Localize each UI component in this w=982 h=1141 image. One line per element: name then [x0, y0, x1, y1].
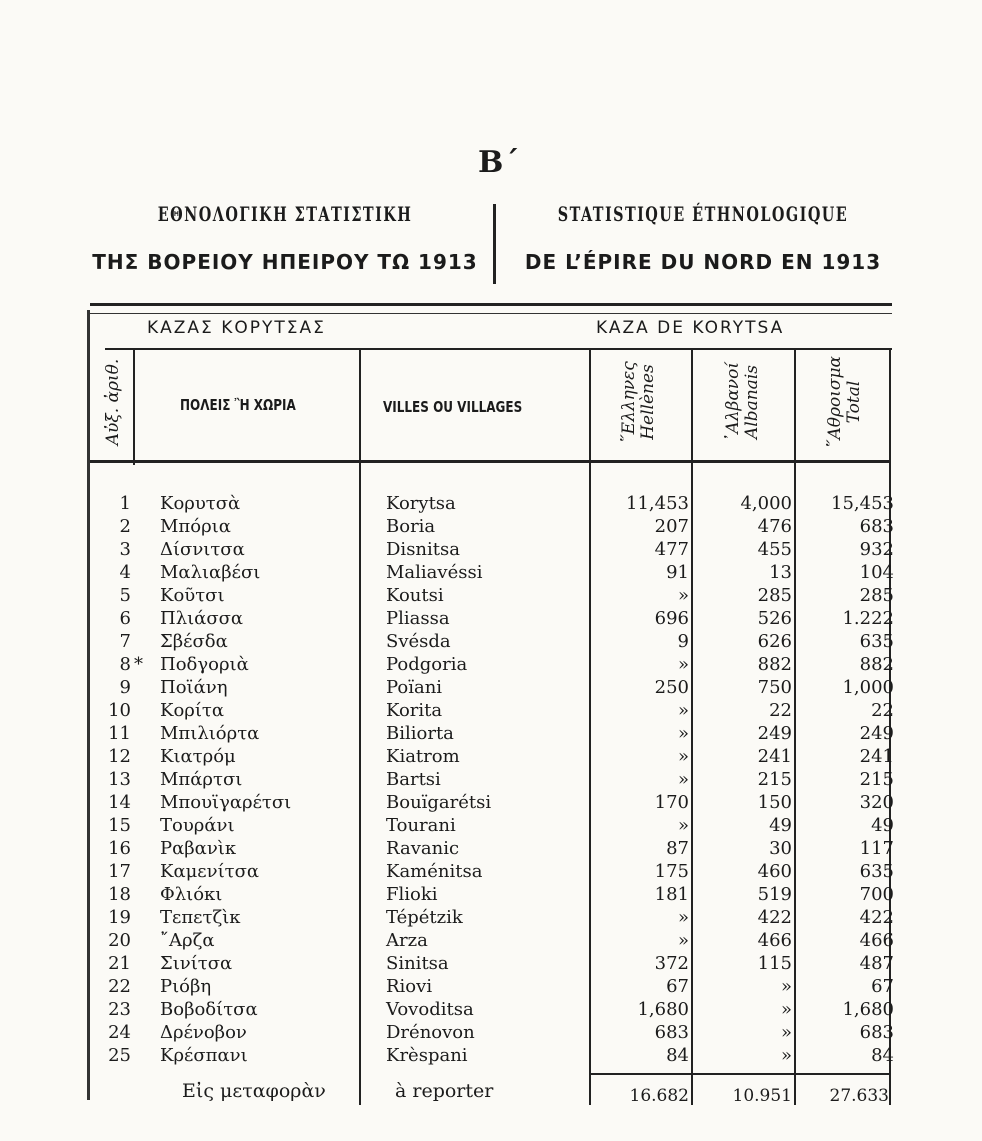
place-greek: Κιατρόμ	[160, 746, 236, 767]
place-greek: Ποδγοριὰ	[160, 654, 249, 675]
table-row	[0, 722, 982, 745]
title-divider	[493, 204, 496, 284]
place-french: Korytsa	[386, 493, 456, 514]
place-french: Korita	[386, 700, 443, 721]
table-row	[0, 952, 982, 975]
row-number: 14	[108, 792, 131, 813]
hellenes-count: 696	[654, 608, 689, 629]
total-count: 422	[859, 907, 894, 928]
place-french: Maliavéssi	[386, 562, 483, 583]
row-marker: *	[134, 654, 143, 675]
french-title-line2: DE L’ÉPIRE DU NORD EN 1913	[524, 250, 882, 274]
place-french: Tourani	[386, 815, 456, 836]
hellenes-count: »	[677, 585, 689, 606]
place-greek: Βοβοδίτσα	[160, 999, 258, 1020]
total-count: 285	[859, 585, 894, 606]
table-row	[0, 745, 982, 768]
total-count: 487	[859, 953, 894, 974]
hellenes-count: 1,680	[637, 999, 689, 1020]
row-number: 4	[119, 562, 131, 583]
total-count: 49	[871, 815, 894, 836]
total-count: 15,453	[831, 493, 894, 514]
total-count: 882	[859, 654, 894, 675]
hellenes-count: 91	[666, 562, 689, 583]
header-places-french: VILLES OU VILLAGES	[383, 398, 523, 416]
hellenes-count: »	[677, 930, 689, 951]
row-number: 25	[108, 1045, 131, 1066]
hellenes-count: 9	[677, 631, 689, 652]
hellenes-count: 207	[654, 516, 689, 537]
row-number: 17	[108, 861, 131, 882]
header-hellenes-greek: ῞Ελληνες	[619, 361, 639, 443]
place-french: Pliassa	[386, 608, 450, 629]
table-row	[0, 584, 982, 607]
place-french: Drénovon	[386, 1022, 475, 1043]
hellenes-count: 87	[666, 838, 689, 859]
hellenes-count: 11,453	[626, 493, 689, 514]
header-hellenes-french: Hellènes	[638, 364, 658, 440]
place-greek: Τεπετζὶκ	[160, 907, 241, 928]
total-count: 683	[859, 1022, 894, 1043]
place-greek: Φλιόκι	[160, 884, 223, 905]
row-number: 19	[108, 907, 131, 928]
place-french: Sinitsa	[386, 953, 449, 974]
place-french: Koutsi	[386, 585, 444, 606]
header-number-label: Αὐξ. ἀριθ.	[103, 358, 123, 446]
table-row	[0, 883, 982, 906]
hellenes-count: 67	[666, 976, 689, 997]
hellenes-count: 175	[654, 861, 689, 882]
total-count: 67	[871, 976, 894, 997]
place-greek: Σβέσδα	[160, 631, 228, 652]
table-row	[0, 699, 982, 722]
row-number: 15	[108, 815, 131, 836]
kaza-french: KAZA DE KORYTSA	[596, 318, 785, 338]
place-french: Boria	[386, 516, 436, 537]
french-title-line1: STATISTIQUE ÉTHNOLOGIQUE	[557, 202, 849, 226]
hellenes-count: »	[677, 815, 689, 836]
albanais-count: »	[780, 1022, 792, 1043]
title-block	[80, 198, 910, 288]
row-number: 13	[108, 769, 131, 790]
header-places-greek: ΠΟΛΕΙΣ Ἢ ΧΩΡΙΑ	[180, 396, 296, 414]
hellenes-count: 170	[654, 792, 689, 813]
hellenes-count: »	[677, 700, 689, 721]
header-total-greek: ῞Αθροισμα	[825, 355, 845, 449]
table-row	[0, 538, 982, 561]
hellenes-count: 84	[666, 1045, 689, 1066]
place-french: Riovi	[386, 976, 433, 997]
total-count: 466	[859, 930, 894, 951]
hellenes-count: 250	[654, 677, 689, 698]
carry-forward-albanais: 10.951	[732, 1086, 792, 1106]
header-albanais	[724, 352, 762, 452]
row-number: 18	[108, 884, 131, 905]
row-number: 11	[108, 723, 131, 744]
place-greek: Καμενίτσα	[160, 861, 260, 882]
albanais-count: 49	[769, 815, 792, 836]
albanais-count: 249	[757, 723, 792, 744]
place-french: Arza	[386, 930, 428, 951]
total-count: 1,000	[842, 677, 894, 698]
albanais-count: 115	[757, 953, 792, 974]
header-albanais-greek: ᾿Αλβανοί	[723, 361, 743, 443]
col-separator-number	[133, 350, 135, 465]
total-count: 700	[859, 884, 894, 905]
place-greek: Μαλιαβέσι	[160, 562, 261, 583]
albanais-count: 13	[769, 562, 792, 583]
albanais-count: »	[780, 1045, 792, 1066]
place-greek: ῎Αρζα	[160, 930, 215, 951]
place-french: Tépétzik	[386, 907, 463, 928]
albanais-count: 476	[757, 516, 792, 537]
hellenes-count: »	[677, 723, 689, 744]
place-greek: Μπάρτσι	[160, 769, 243, 790]
row-number: 2	[119, 516, 131, 537]
place-greek: Κρέσπανι	[160, 1045, 248, 1066]
place-greek: Μπουϊγαρέτσι	[160, 792, 292, 813]
place-french: Biliorta	[386, 723, 454, 744]
kaza-greek: ΚΑΖΑΣ ΚΟΡΥΤΣΑΣ	[147, 318, 326, 338]
hellenes-count: 683	[654, 1022, 689, 1043]
total-count: 635	[859, 861, 894, 882]
row-number: 7	[119, 631, 131, 652]
total-count: 104	[859, 562, 894, 583]
place-french: Kiatrom	[386, 746, 460, 767]
total-count: 84	[871, 1045, 894, 1066]
place-french: Poïani	[386, 677, 443, 698]
albanais-count: 466	[757, 930, 792, 951]
header-total	[826, 352, 864, 452]
table-row	[0, 975, 982, 998]
row-number: 6	[119, 608, 131, 629]
hellenes-count: 477	[654, 539, 689, 560]
row-number: 1	[119, 493, 131, 514]
table-row	[0, 653, 982, 676]
albanais-count: 4,000	[740, 493, 792, 514]
place-greek: Ριόβη	[160, 976, 212, 997]
place-french: Svésda	[386, 631, 451, 652]
total-count: 241	[859, 746, 894, 767]
place-greek: Κορυτσὰ	[160, 493, 241, 514]
table-row	[0, 561, 982, 584]
total-count: 1.222	[842, 608, 894, 629]
row-number: 8	[119, 654, 131, 675]
place-french: Krèspani	[386, 1045, 468, 1066]
hellenes-count: »	[677, 907, 689, 928]
hellenes-count: 181	[654, 884, 689, 905]
table-row	[0, 1044, 982, 1067]
row-number: 23	[108, 999, 131, 1020]
hellenes-count: »	[677, 654, 689, 675]
place-greek: Ραβανὶκ	[160, 838, 237, 859]
albanais-count: 750	[757, 677, 792, 698]
hellenes-count: »	[677, 769, 689, 790]
total-count: 1,680	[842, 999, 894, 1020]
table-row	[0, 929, 982, 952]
hellenes-count: 372	[654, 953, 689, 974]
total-count: 683	[859, 516, 894, 537]
table-row	[0, 768, 982, 791]
place-greek: Τουράνι	[160, 815, 235, 836]
place-greek: Μπόρια	[160, 516, 231, 537]
header-hellenes	[620, 352, 658, 452]
table-row	[0, 676, 982, 699]
table-row	[0, 607, 982, 630]
table-row	[0, 837, 982, 860]
table-top-rule	[90, 313, 892, 314]
albanais-count: 150	[757, 792, 792, 813]
place-greek: Μπιλιόρτα	[160, 723, 260, 744]
row-number: 3	[119, 539, 131, 560]
table-row	[0, 630, 982, 653]
place-greek: Ποϊάνη	[160, 677, 228, 698]
table-row	[0, 860, 982, 883]
albanais-count: 30	[769, 838, 792, 859]
table-row	[0, 814, 982, 837]
place-greek: Δίσνιτσα	[160, 539, 245, 560]
row-number: 9	[119, 677, 131, 698]
row-number: 20	[108, 930, 131, 951]
greek-title-line1: ΕΘΝΟΛΟΓΙΚΗ ΣΤΑΤΙΣΤΙΚΗ	[157, 202, 413, 226]
albanais-count: 626	[757, 631, 792, 652]
place-french: Podgoria	[386, 654, 468, 675]
place-french: Ravanic	[386, 838, 460, 859]
albanais-count: 460	[757, 861, 792, 882]
place-greek: Δρένοβον	[160, 1022, 247, 1043]
greek-title	[80, 198, 490, 274]
albanais-count: 422	[757, 907, 792, 928]
table-row	[0, 791, 982, 814]
place-french: Flioki	[386, 884, 438, 905]
place-greek: Πλιάσσα	[160, 608, 244, 629]
row-number: 12	[108, 746, 131, 767]
table-row	[0, 515, 982, 538]
place-french: Kaménitsa	[386, 861, 483, 882]
header-number	[104, 352, 123, 452]
place-greek: Κορίτα	[160, 700, 225, 721]
albanais-count: 215	[757, 769, 792, 790]
hellenes-count: »	[677, 746, 689, 767]
total-count: 635	[859, 631, 894, 652]
row-number: 5	[119, 585, 131, 606]
albanais-count: 241	[757, 746, 792, 767]
header-rule	[90, 460, 890, 463]
albanais-count: 519	[757, 884, 792, 905]
albanais-count: »	[780, 999, 792, 1020]
place-greek: Κοῦτσι	[160, 585, 225, 606]
french-title	[498, 198, 908, 274]
place-french: Vovoditsa	[386, 999, 474, 1020]
row-number: 10	[108, 700, 131, 721]
place-french: Disnitsa	[386, 539, 460, 560]
albanais-count: 22	[769, 700, 792, 721]
place-french: Bartsi	[386, 769, 441, 790]
carry-forward-hellenes: 16.682	[629, 1086, 689, 1106]
place-greek: Σινίτσα	[160, 953, 233, 974]
totals-rule	[590, 1073, 890, 1075]
total-count: 932	[859, 539, 894, 560]
table-row	[0, 1021, 982, 1044]
total-count: 215	[859, 769, 894, 790]
albanais-count: 882	[757, 654, 792, 675]
albanais-count: 285	[757, 585, 792, 606]
row-number: 22	[108, 976, 131, 997]
carry-forward-total: 27.633	[829, 1086, 889, 1106]
row-number: 24	[108, 1022, 131, 1043]
total-count: 22	[871, 700, 894, 721]
place-french: Bouïgarétsi	[386, 792, 492, 813]
total-count: 117	[859, 838, 894, 859]
carry-forward-french: à reporter	[395, 1080, 494, 1102]
kaza-rule	[105, 348, 892, 350]
carry-forward-greek: Εἰς μεταφορὰν	[182, 1080, 326, 1102]
row-number: 21	[108, 953, 131, 974]
header-albanais-french: Albanais	[742, 365, 762, 439]
total-count: 249	[859, 723, 894, 744]
table-row	[0, 906, 982, 929]
table-row	[0, 998, 982, 1021]
albanais-count: »	[780, 976, 792, 997]
albanais-count: 526	[757, 608, 792, 629]
total-count: 320	[859, 792, 894, 813]
header-total-french: Total	[844, 380, 864, 424]
albanais-count: 455	[757, 539, 792, 560]
greek-title-line2: ΤΗΣ ΒΟΡΕΙΟΥ ΗΠΕΙΡΟΥ ΤΩ 1913	[92, 250, 478, 274]
page-letter: B΄	[478, 145, 521, 180]
row-number: 16	[108, 838, 131, 859]
table-row	[0, 492, 982, 515]
